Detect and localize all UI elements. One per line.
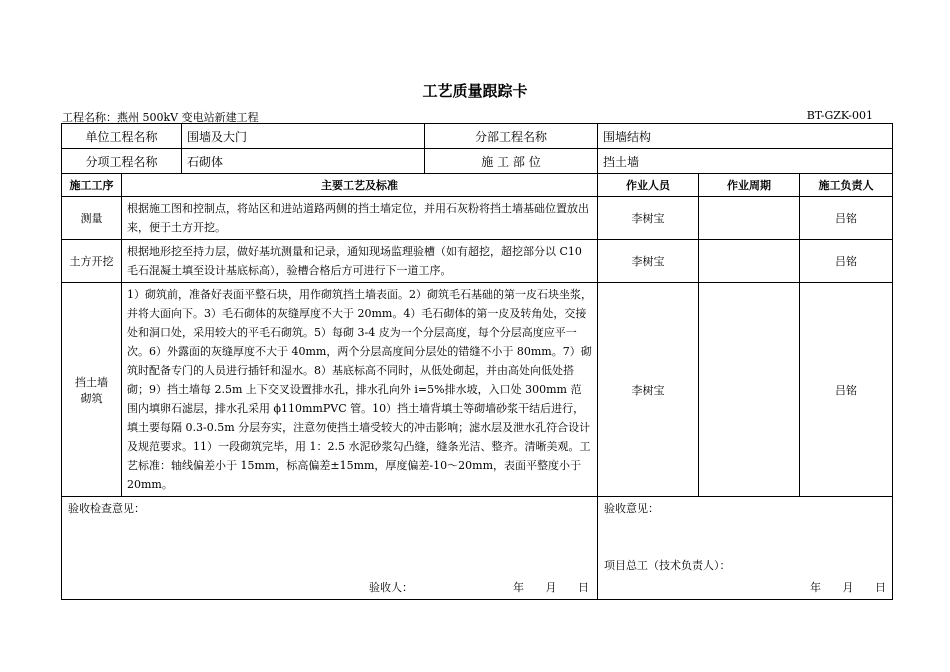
column-header-row: [62, 174, 893, 197]
period-cell: [699, 283, 800, 497]
worker-cell: 李树宝: [598, 283, 699, 497]
table-row: [62, 283, 893, 497]
quality-tracking-table: [61, 123, 893, 600]
position-label: 施 工 部 位: [425, 149, 598, 174]
unit-label: 单位工程名称: [62, 124, 182, 149]
card-code: BT-GZK-001: [806, 109, 873, 122]
signoff-row: [62, 497, 893, 600]
process-cell: 挡土墙砌筑: [62, 283, 122, 497]
division-label: 分部工程名称: [425, 124, 598, 149]
acceptance-cell: [598, 497, 893, 600]
table-row: [62, 197, 893, 240]
standard-cell: 根据施工图和控制点，将站区和进站道路两侧的挡土墙定位，并用石灰粉将挡土墙基础位置放出来，便于土方开挖。: [122, 197, 598, 240]
col-period: 作业周期: [699, 174, 800, 197]
inspection-label: 验收检查意见：: [68, 502, 145, 515]
info-row-2: [62, 149, 893, 174]
period-cell: [699, 240, 800, 283]
item-value: 石砌体: [182, 149, 425, 174]
acceptance-date: 年 月 日: [810, 581, 887, 594]
leader-cell: 吕铭: [800, 240, 893, 283]
standard-cell: 根据地形挖至持力层，做好基坑测量和记录，通知现场监理验槽（如有超挖，超挖部分以 C10 毛石混凝土填至设计基底标高），验槽合格后方可进行下一道工序。: [122, 240, 598, 283]
project-name: 工程名称：燕州 500kV 变电站新建工程: [62, 111, 259, 124]
standard-cell: 1）砌筑前，准备好表面平整石块，用作砌筑挡土墙表面。2）砌筑毛石基础的第一皮石块坐浆，并将大面向下。3）毛石砌体的灰缝厚度不大于 20mm。4）毛石砌体的第一皮及转角处，交接处和洞口处，采用较大的平毛石砌筑。5）每砌 3-4 皮为一个分层高度，每个分层高度应平一次。6）外露面的灰缝厚度不大于 40mm，两个分层高度间分层处的错缝不小于 80mm。7）砌筑时配备专门的人员进行插钎和湿水。8）基底标高不同时，从低处砌起，并由高处向低处搭砌；9）挡土墙每 2.5m 上下交叉设置排水孔，排水孔向外 i=5%排水坡，入口处 300mm 范围内填卵石滤层，排水孔采用 ϕ110mmPVC 管。10）挡土墙背填土等砌墙砂浆干结后进行，填土要每隔 0.3-0.5m 分层夯实，注意勿使挡土墙受较大的冲击影响；滤水层及泄水孔符合设计及规范要求。11）一段砌筑完毕，用 1：2.5 水泥砂浆勾凸缝，缝条光洁、整齐。清晰美观。工艺标准：轴线偏差小于 15mm，标高偏差±15mm，厚度偏差-10～20mm，表面平整度小于 20mm。: [122, 283, 598, 497]
inspection-date: 年 月 日: [513, 581, 590, 594]
col-leader: 施工负责人: [800, 174, 893, 197]
division-value: 围墙结构: [598, 124, 893, 149]
chief-engineer-label: 项目总工（技术负责人）：: [604, 559, 731, 572]
col-standard: 主要工艺及标准: [122, 174, 598, 197]
worker-cell: 李树宝: [598, 240, 699, 283]
process-cell: 测量: [62, 197, 122, 240]
worker-cell: 李树宝: [598, 197, 699, 240]
col-worker: 作业人员: [598, 174, 699, 197]
page-title: 工艺质量跟踪卡: [422, 82, 528, 100]
process-cell: 土方开挖: [62, 240, 122, 283]
leader-cell: 吕铭: [800, 197, 893, 240]
item-label: 分项工程名称: [62, 149, 182, 174]
inspector-label: 验收人：: [369, 581, 413, 594]
inspection-cell: [62, 497, 598, 600]
acceptance-label: 验收意见：: [604, 502, 660, 515]
col-process: 施工工序: [62, 174, 122, 197]
table-row: [62, 240, 893, 283]
leader-cell: 吕铭: [800, 283, 893, 497]
period-cell: [699, 197, 800, 240]
unit-value: 围墙及大门: [182, 124, 425, 149]
info-row-1: [62, 124, 893, 149]
position-value: 挡土墙: [598, 149, 893, 174]
